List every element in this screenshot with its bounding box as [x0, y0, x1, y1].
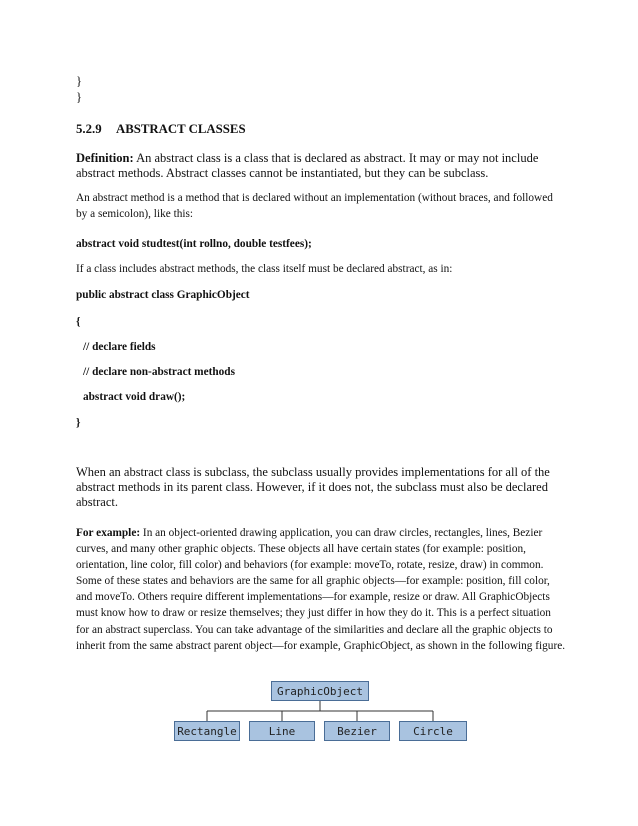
code-comment-fields: // declare fields [83, 341, 156, 353]
example-label: For example: [76, 527, 141, 539]
section-title: ABSTRACT CLASSES [116, 122, 246, 136]
abstract-method-paragraph: An abstract method is a method that is declared without an implementation (without braces, and followed by a semicolon), like this: [76, 192, 553, 221]
child-class-box-circle: Circle [399, 721, 467, 741]
child-class-box-rectangle: Rectangle [174, 721, 240, 741]
subclass-paragraph: When an abstract class is subclass, the subclass usually provides implementations for all of the abstract methods in its parent class. However, if it does not, the subclass must also be declared abstract. [76, 465, 550, 509]
parent-class-box: GraphicObject [271, 681, 369, 701]
code-class-declaration: public abstract class GraphicObject [76, 289, 250, 301]
child-class-box-bezier: Bezier [324, 721, 390, 741]
if-class-paragraph: If a class includes abstract methods, the class itself must be declared abstract, as in: [76, 263, 453, 275]
closing-brace: } [76, 74, 82, 88]
definition-label: Definition: [76, 151, 134, 165]
code-comment-methods: // declare non-abstract methods [83, 366, 235, 378]
definition-text: An abstract class is a class that is declared as abstract. It may or may not include abstract methods. Abstract classes cannot be instantiated, but they can be subclass. [76, 151, 539, 180]
code-open-brace: { [76, 316, 81, 328]
code-abstract-method: abstract void studtest(int rollno, double testfees); [76, 238, 312, 250]
closing-brace: } [76, 90, 82, 104]
section-number: 5.2.9 [76, 122, 102, 136]
code-close-brace: } [76, 417, 81, 429]
code-abstract-draw: abstract void draw(); [83, 391, 186, 403]
example-text: In an object-oriented drawing application, you can draw circles, rectangles, lines, Bezier curves, and many other graphic objects. These objects all have certain states (for example: position, orientation, line color, fill color) and behaviors (for example: moveTo, rotate, resize, draw) in common. Some of these states and behaviors are the same for all graphic objects—for example: position, fill color, and moveTo. Others require different implementations—for example, resize or draw. All GraphicObjects must know how to draw or resize themselves; they just differ in how they do it. This is a perfect situation for an abstract superclass. You can take advantage of the similarities and declare all the graphic objects to inherit from the same abstract parent object—for example, GraphicObject, as shown in the following figure. [76, 527, 566, 652]
child-class-box-line: Line [249, 721, 315, 741]
